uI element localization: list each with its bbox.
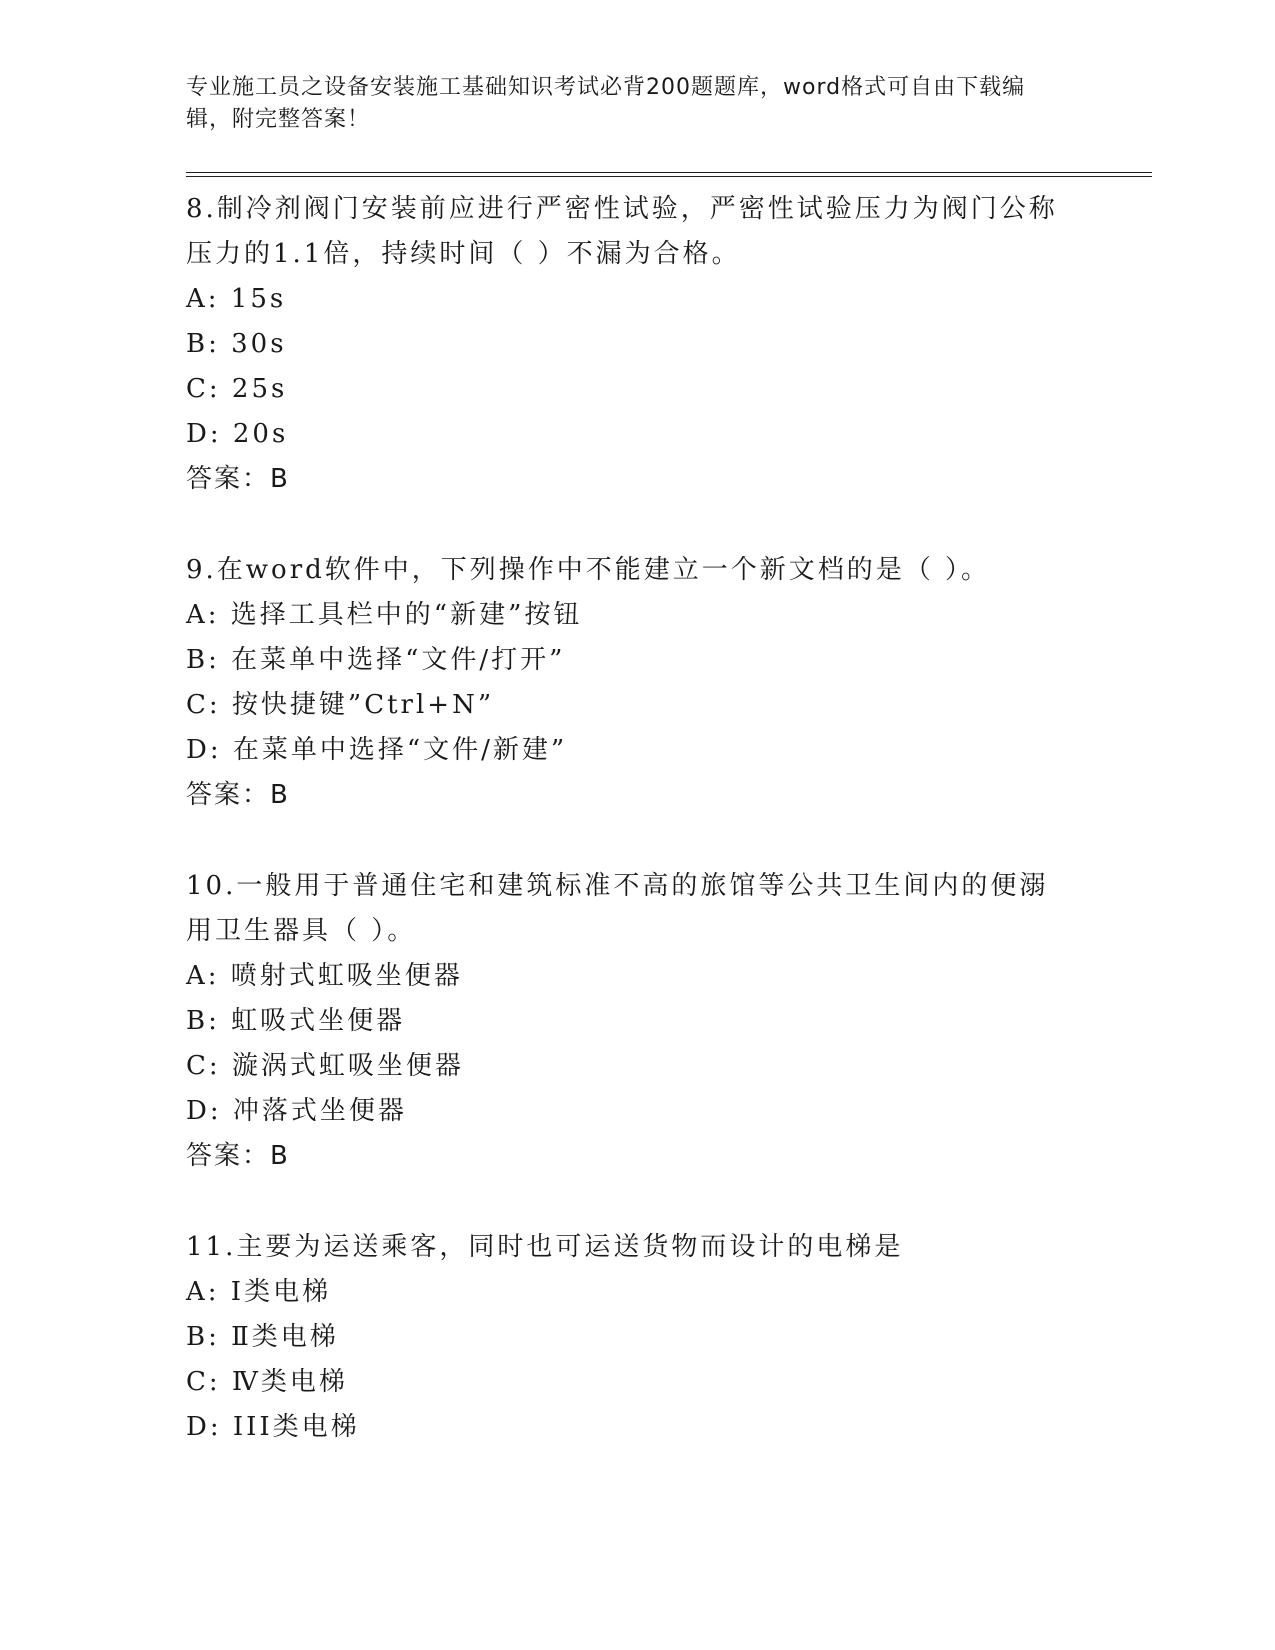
question-11 (186, 1225, 1152, 1450)
option-c: C: 漩涡式虹吸坐便器 (186, 1051, 464, 1081)
option-d: D: III类电梯 (186, 1412, 360, 1442)
question-10 (186, 864, 1152, 1179)
option-d: D: 20s (186, 419, 289, 449)
answer-line: 答案：B (186, 464, 290, 494)
answer-line: 答案：B (186, 1141, 290, 1171)
question-9 (186, 548, 1152, 818)
option-a: A: 15s (186, 284, 287, 314)
header-divider (186, 172, 1152, 177)
question-8 (186, 187, 1152, 502)
document-header: 专业施工员之设备安装施工基础知识考试必背200题题库，word格式可自由下载编辑，附完整答案！ (186, 75, 1026, 132)
answer-line: 答案：B (186, 780, 290, 810)
document-page (186, 72, 1152, 1496)
option-b: B: 在菜单中选择“文件/打开” (186, 645, 566, 675)
question-stem: 9.在word软件中，下列操作中不能建立一个新文档的是（ ）。 (186, 555, 991, 585)
option-d: D: 在菜单中选择“文件/新建” (186, 735, 568, 765)
option-c: C: 按快捷键”Ctrl+N” (186, 690, 495, 720)
question-stem: 11.主要为运送乘客，同时也可运送货物而设计的电梯是 (186, 1232, 904, 1262)
option-c: C: Ⅳ类电梯 (186, 1367, 348, 1397)
question-stem: 8.制冷剂阀门安装前应进行严密性试验，严密性试验压力为阀门公称压力的1.1倍，持续时间（ ）不漏为合格。 (186, 194, 1058, 269)
question-stem: 10.一般用于普通住宅和建筑标准不高的旅馆等公共卫生间内的便溺用卫生器具（ ）。 (186, 871, 1049, 946)
option-a: A: 选择工具栏中的“新建”按钮 (186, 600, 583, 630)
option-a: A: 喷射式虹吸坐便器 (186, 961, 463, 991)
option-d: D: 冲落式坐便器 (186, 1096, 407, 1126)
option-a: A: I类电梯 (186, 1277, 332, 1307)
option-b: B: Ⅱ类电梯 (186, 1322, 339, 1352)
option-b: B: 虹吸式坐便器 (186, 1006, 406, 1036)
option-c: C: 25s (186, 374, 288, 404)
question-list (186, 187, 1152, 1450)
option-b: B: 30s (186, 329, 287, 359)
